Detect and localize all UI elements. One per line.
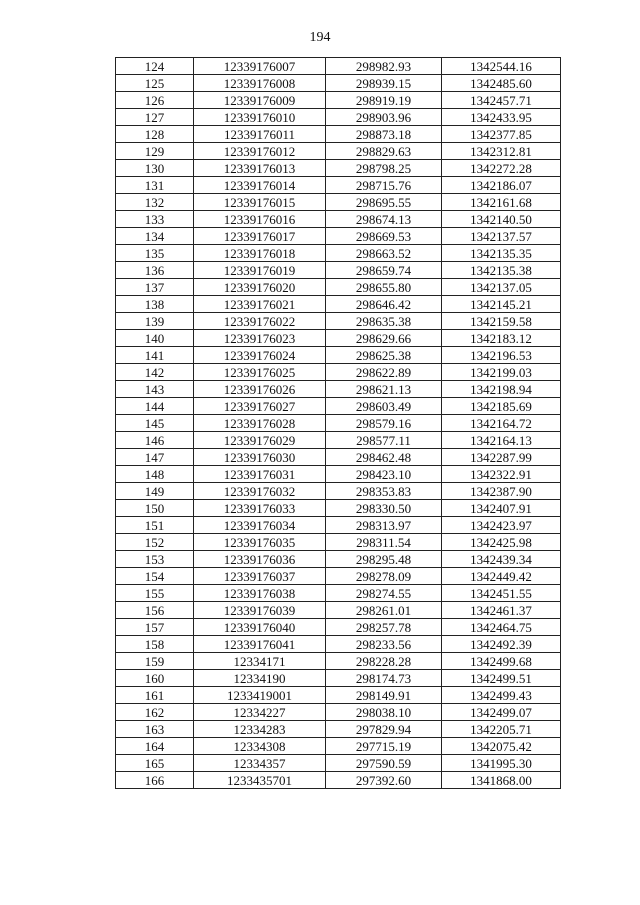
table-row [116, 279, 561, 296]
row-number-cell: 136 [116, 262, 194, 279]
x-coordinate-cell: 298149.91 [326, 687, 442, 704]
point-id-cell: 12334227 [194, 704, 326, 721]
table-row [116, 551, 561, 568]
point-id-cell: 12339176031 [194, 466, 326, 483]
row-number-cell: 125 [116, 75, 194, 92]
x-coordinate-cell: 298625.38 [326, 347, 442, 364]
row-number-cell: 151 [116, 517, 194, 534]
y-coordinate-cell: 1342439.34 [442, 551, 561, 568]
point-id-cell: 12339176018 [194, 245, 326, 262]
point-id-cell: 1233435701 [194, 772, 326, 789]
x-coordinate-cell: 298603.49 [326, 398, 442, 415]
y-coordinate-cell: 1342135.35 [442, 245, 561, 262]
row-number-cell: 163 [116, 721, 194, 738]
table-row [116, 364, 561, 381]
point-id-cell: 12339176022 [194, 313, 326, 330]
point-id-cell: 12334357 [194, 755, 326, 772]
x-coordinate-cell: 298295.48 [326, 551, 442, 568]
y-coordinate-cell: 1342449.42 [442, 568, 561, 585]
table-row [116, 262, 561, 279]
row-number-cell: 166 [116, 772, 194, 789]
y-coordinate-cell: 1342322.91 [442, 466, 561, 483]
table-row [116, 58, 561, 75]
point-id-cell: 12339176030 [194, 449, 326, 466]
row-number-cell: 142 [116, 364, 194, 381]
x-coordinate-cell: 298462.48 [326, 449, 442, 466]
row-number-cell: 144 [116, 398, 194, 415]
point-id-cell: 12339176015 [194, 194, 326, 211]
table-row [116, 500, 561, 517]
y-coordinate-cell: 1342135.38 [442, 262, 561, 279]
x-coordinate-cell: 298423.10 [326, 466, 442, 483]
table-row [116, 126, 561, 143]
table-row [116, 296, 561, 313]
x-coordinate-cell: 298798.25 [326, 160, 442, 177]
point-id-cell: 12339176029 [194, 432, 326, 449]
x-coordinate-cell: 298311.54 [326, 534, 442, 551]
point-id-cell: 12339176034 [194, 517, 326, 534]
point-id-cell: 12339176019 [194, 262, 326, 279]
point-id-cell: 12339176016 [194, 211, 326, 228]
y-coordinate-cell: 1342499.07 [442, 704, 561, 721]
row-number-cell: 164 [116, 738, 194, 755]
x-coordinate-cell: 298829.63 [326, 143, 442, 160]
point-id-cell: 12339176010 [194, 109, 326, 126]
row-number-cell: 141 [116, 347, 194, 364]
row-number-cell: 152 [116, 534, 194, 551]
point-id-cell: 12334190 [194, 670, 326, 687]
y-coordinate-cell: 1342196.53 [442, 347, 561, 364]
x-coordinate-cell: 298038.10 [326, 704, 442, 721]
x-coordinate-cell: 298663.52 [326, 245, 442, 262]
y-coordinate-cell: 1342423.97 [442, 517, 561, 534]
point-id-cell: 12339176014 [194, 177, 326, 194]
point-id-cell: 12339176039 [194, 602, 326, 619]
y-coordinate-cell: 1342205.71 [442, 721, 561, 738]
point-id-cell: 12339176038 [194, 585, 326, 602]
table-row [116, 143, 561, 160]
coordinates-table-body [116, 58, 561, 789]
x-coordinate-cell: 298903.96 [326, 109, 442, 126]
x-coordinate-cell: 298261.01 [326, 602, 442, 619]
y-coordinate-cell: 1342492.39 [442, 636, 561, 653]
x-coordinate-cell: 298659.74 [326, 262, 442, 279]
row-number-cell: 149 [116, 483, 194, 500]
x-coordinate-cell: 298257.78 [326, 619, 442, 636]
table-row [116, 466, 561, 483]
table-row [116, 381, 561, 398]
row-number-cell: 154 [116, 568, 194, 585]
y-coordinate-cell: 1342272.28 [442, 160, 561, 177]
point-id-cell: 12339176027 [194, 398, 326, 415]
coordinates-table [115, 57, 561, 789]
x-coordinate-cell: 298274.55 [326, 585, 442, 602]
table-row [116, 160, 561, 177]
x-coordinate-cell: 298715.76 [326, 177, 442, 194]
x-coordinate-cell: 298621.13 [326, 381, 442, 398]
row-number-cell: 129 [116, 143, 194, 160]
table-row [116, 636, 561, 653]
row-number-cell: 132 [116, 194, 194, 211]
y-coordinate-cell: 1342387.90 [442, 483, 561, 500]
y-coordinate-cell: 1342145.21 [442, 296, 561, 313]
table-row [116, 585, 561, 602]
row-number-cell: 143 [116, 381, 194, 398]
point-id-cell: 12339176037 [194, 568, 326, 585]
row-number-cell: 130 [116, 160, 194, 177]
row-number-cell: 128 [116, 126, 194, 143]
page-number: 194 [309, 30, 331, 45]
point-id-cell: 12339176020 [194, 279, 326, 296]
y-coordinate-cell: 1342164.72 [442, 415, 561, 432]
point-id-cell: 12339176035 [194, 534, 326, 551]
point-id-cell: 12339176017 [194, 228, 326, 245]
row-number-cell: 162 [116, 704, 194, 721]
y-coordinate-cell: 1342433.95 [442, 109, 561, 126]
row-number-cell: 127 [116, 109, 194, 126]
point-id-cell: 12339176024 [194, 347, 326, 364]
table-row [116, 398, 561, 415]
table-row [116, 755, 561, 772]
row-number-cell: 131 [116, 177, 194, 194]
row-number-cell: 158 [116, 636, 194, 653]
row-number-cell: 157 [116, 619, 194, 636]
x-coordinate-cell: 298939.15 [326, 75, 442, 92]
point-id-cell: 1233419001 [194, 687, 326, 704]
point-id-cell: 12334283 [194, 721, 326, 738]
row-number-cell: 134 [116, 228, 194, 245]
point-id-cell: 12339176011 [194, 126, 326, 143]
table-row [116, 194, 561, 211]
y-coordinate-cell: 1342199.03 [442, 364, 561, 381]
row-number-cell: 133 [116, 211, 194, 228]
table-row [116, 211, 561, 228]
table-row [116, 517, 561, 534]
point-id-cell: 12339176013 [194, 160, 326, 177]
row-number-cell: 139 [116, 313, 194, 330]
table-row [116, 687, 561, 704]
row-number-cell: 135 [116, 245, 194, 262]
y-coordinate-cell: 1342161.68 [442, 194, 561, 211]
row-number-cell: 156 [116, 602, 194, 619]
row-number-cell: 161 [116, 687, 194, 704]
y-coordinate-cell: 1342485.60 [442, 75, 561, 92]
y-coordinate-cell: 1341868.00 [442, 772, 561, 789]
x-coordinate-cell: 298919.19 [326, 92, 442, 109]
table-row [116, 75, 561, 92]
x-coordinate-cell: 297715.19 [326, 738, 442, 755]
row-number-cell: 124 [116, 58, 194, 75]
x-coordinate-cell: 298579.16 [326, 415, 442, 432]
table-row [116, 721, 561, 738]
point-id-cell: 12339176021 [194, 296, 326, 313]
y-coordinate-cell: 1342312.81 [442, 143, 561, 160]
table-row [116, 432, 561, 449]
row-number-cell: 140 [116, 330, 194, 347]
x-coordinate-cell: 298873.18 [326, 126, 442, 143]
table-row [116, 415, 561, 432]
y-coordinate-cell: 1342499.51 [442, 670, 561, 687]
row-number-cell: 145 [116, 415, 194, 432]
row-number-cell: 155 [116, 585, 194, 602]
y-coordinate-cell: 1342377.85 [442, 126, 561, 143]
table-row [116, 92, 561, 109]
y-coordinate-cell: 1342185.69 [442, 398, 561, 415]
table-row [116, 347, 561, 364]
x-coordinate-cell: 297829.94 [326, 721, 442, 738]
row-number-cell: 146 [116, 432, 194, 449]
point-id-cell: 12339176009 [194, 92, 326, 109]
y-coordinate-cell: 1342183.12 [442, 330, 561, 347]
x-coordinate-cell: 297392.60 [326, 772, 442, 789]
x-coordinate-cell: 298313.97 [326, 517, 442, 534]
x-coordinate-cell: 298646.42 [326, 296, 442, 313]
row-number-cell: 165 [116, 755, 194, 772]
y-coordinate-cell: 1342499.68 [442, 653, 561, 670]
point-id-cell: 12339176007 [194, 58, 326, 75]
y-coordinate-cell: 1342287.99 [442, 449, 561, 466]
point-id-cell: 12339176033 [194, 500, 326, 517]
y-coordinate-cell: 1342164.13 [442, 432, 561, 449]
x-coordinate-cell: 298629.66 [326, 330, 442, 347]
table-row [116, 619, 561, 636]
x-coordinate-cell: 298982.93 [326, 58, 442, 75]
table-row [116, 568, 561, 585]
row-number-cell: 150 [116, 500, 194, 517]
row-number-cell: 148 [116, 466, 194, 483]
y-coordinate-cell: 1342137.05 [442, 279, 561, 296]
table-row [116, 228, 561, 245]
y-coordinate-cell: 1342457.71 [442, 92, 561, 109]
y-coordinate-cell: 1342544.16 [442, 58, 561, 75]
point-id-cell: 12339176040 [194, 619, 326, 636]
x-coordinate-cell: 298669.53 [326, 228, 442, 245]
point-id-cell: 12339176028 [194, 415, 326, 432]
point-id-cell: 12339176026 [194, 381, 326, 398]
table-row [116, 449, 561, 466]
table-row [116, 534, 561, 551]
table-row [116, 653, 561, 670]
row-number-cell: 160 [116, 670, 194, 687]
point-id-cell: 12339176032 [194, 483, 326, 500]
point-id-cell: 12339176023 [194, 330, 326, 347]
point-id-cell: 12334308 [194, 738, 326, 755]
x-coordinate-cell: 298353.83 [326, 483, 442, 500]
y-coordinate-cell: 1342461.37 [442, 602, 561, 619]
y-coordinate-cell: 1342140.50 [442, 211, 561, 228]
x-coordinate-cell: 298674.13 [326, 211, 442, 228]
y-coordinate-cell: 1342425.98 [442, 534, 561, 551]
table-row [116, 245, 561, 262]
x-coordinate-cell: 298330.50 [326, 500, 442, 517]
point-id-cell: 12339176012 [194, 143, 326, 160]
table-row [116, 483, 561, 500]
table-row [116, 602, 561, 619]
table-row [116, 330, 561, 347]
y-coordinate-cell: 1342186.07 [442, 177, 561, 194]
point-id-cell: 12339176025 [194, 364, 326, 381]
table-row [116, 670, 561, 687]
table-row [116, 772, 561, 789]
y-coordinate-cell: 1342451.55 [442, 585, 561, 602]
x-coordinate-cell: 298695.55 [326, 194, 442, 211]
table-row [116, 109, 561, 126]
x-coordinate-cell: 298228.28 [326, 653, 442, 670]
table-row [116, 704, 561, 721]
y-coordinate-cell: 1342075.42 [442, 738, 561, 755]
y-coordinate-cell: 1342198.94 [442, 381, 561, 398]
table-row [116, 177, 561, 194]
y-coordinate-cell: 1342407.91 [442, 500, 561, 517]
x-coordinate-cell: 298577.11 [326, 432, 442, 449]
row-number-cell: 153 [116, 551, 194, 568]
y-coordinate-cell: 1342464.75 [442, 619, 561, 636]
x-coordinate-cell: 298233.56 [326, 636, 442, 653]
x-coordinate-cell: 298174.73 [326, 670, 442, 687]
x-coordinate-cell: 298635.38 [326, 313, 442, 330]
point-id-cell: 12334171 [194, 653, 326, 670]
y-coordinate-cell: 1342137.57 [442, 228, 561, 245]
x-coordinate-cell: 298622.89 [326, 364, 442, 381]
table-row [116, 738, 561, 755]
point-id-cell: 12339176036 [194, 551, 326, 568]
x-coordinate-cell: 297590.59 [326, 755, 442, 772]
point-id-cell: 12339176008 [194, 75, 326, 92]
y-coordinate-cell: 1342159.58 [442, 313, 561, 330]
row-number-cell: 137 [116, 279, 194, 296]
x-coordinate-cell: 298655.80 [326, 279, 442, 296]
point-id-cell: 12339176041 [194, 636, 326, 653]
row-number-cell: 126 [116, 92, 194, 109]
y-coordinate-cell: 1341995.30 [442, 755, 561, 772]
y-coordinate-cell: 1342499.43 [442, 687, 561, 704]
row-number-cell: 147 [116, 449, 194, 466]
row-number-cell: 138 [116, 296, 194, 313]
row-number-cell: 159 [116, 653, 194, 670]
table-row [116, 313, 561, 330]
x-coordinate-cell: 298278.09 [326, 568, 442, 585]
